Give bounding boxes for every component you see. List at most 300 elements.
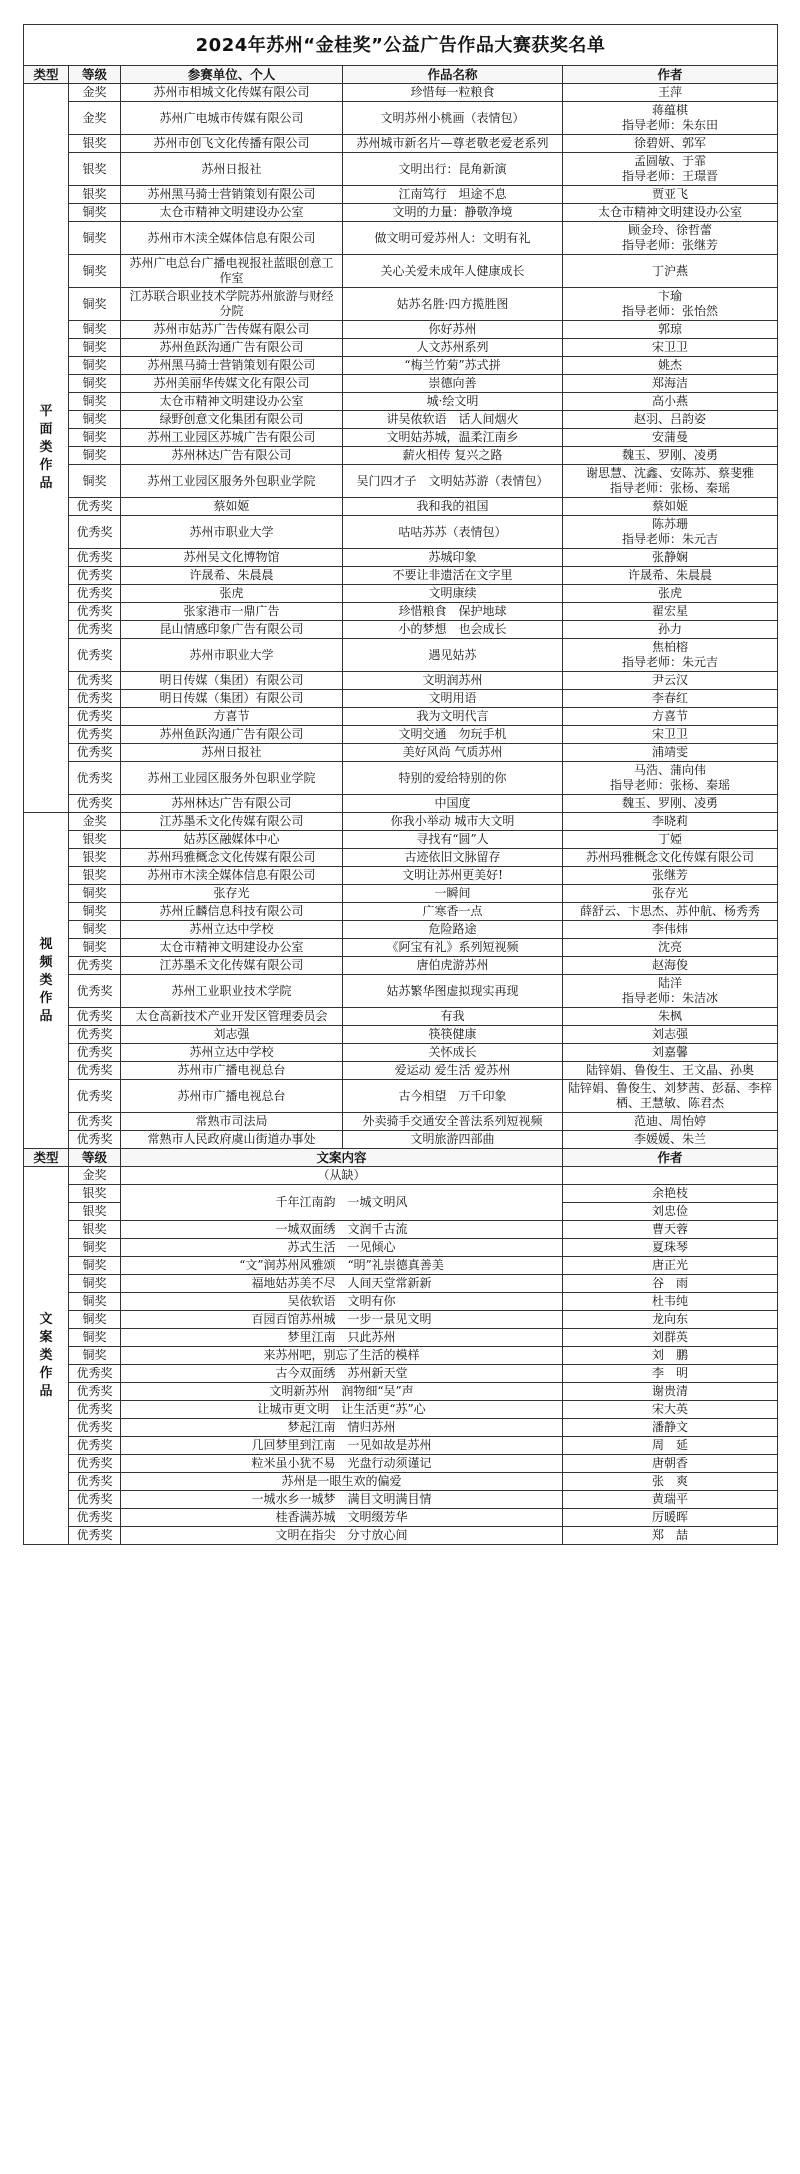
entrant-unit: 苏州工业职业技术学院: [121, 975, 343, 1008]
award-row: [24, 762, 778, 795]
author: 顾金玲、徐哲蕾 指导老师：张继芳: [563, 222, 778, 255]
author: 郭琼: [563, 321, 778, 339]
work-name: 关心关爱未成年人健康成长: [343, 255, 563, 288]
copy-content: 苏式生活 一见倾心: [121, 1239, 563, 1257]
award-row: [24, 885, 778, 903]
award-level: 铜奖: [69, 204, 121, 222]
author: 李春红: [563, 690, 778, 708]
author: 浦靖雯: [563, 744, 778, 762]
entrant-unit: 苏州市木渎全媒体信息有限公司: [121, 867, 343, 885]
award-row: [24, 621, 778, 639]
header-author: 作者: [563, 66, 778, 84]
work-name: 小的梦想 也会成长: [343, 621, 563, 639]
work-name: 我为文明代言: [343, 708, 563, 726]
work-name: 外卖骑手交通安全普法系列短视频: [343, 1113, 563, 1131]
work-name: 古迹依旧文脉留存: [343, 849, 563, 867]
entrant-unit: 苏州广电总台广播电视报社蓝眼创意工作室: [121, 255, 343, 288]
award-level: 优秀奖: [69, 690, 121, 708]
author: 唐正光: [563, 1257, 778, 1275]
award-level: 优秀奖: [69, 1365, 121, 1383]
entrant-unit: 太仓市精神文明建设办公室: [121, 393, 343, 411]
author: 安蒲曼: [563, 429, 778, 447]
award-list-page: [23, 24, 777, 1545]
award-row: [24, 957, 778, 975]
entrant-unit: 苏州市职业大学: [121, 639, 343, 672]
author: 谢思慧、沈鑫、安陈苏、蔡斐雅 指导老师：张杨、秦瑶: [563, 465, 778, 498]
work-name: 筷筷健康: [343, 1026, 563, 1044]
entrant-unit: 苏州黑马骑士营销策划有限公司: [121, 357, 343, 375]
author: 蒋蕴棋 指导老师：朱东田: [563, 102, 778, 135]
entrant-unit: 江苏联合职业技术学院苏州旅游与财经分院: [121, 288, 343, 321]
award-level: 优秀奖: [69, 744, 121, 762]
author: 贾亚飞: [563, 186, 778, 204]
work-name: 不要让非遗活在文字里: [343, 567, 563, 585]
author: 杜韦纯: [563, 1293, 778, 1311]
copy-header-type: 类型: [24, 1149, 69, 1167]
copy-row: [24, 1311, 778, 1329]
author: 姚杰: [563, 357, 778, 375]
header-type: 类型: [24, 66, 69, 84]
award-level: 优秀奖: [69, 795, 121, 813]
award-row: [24, 222, 778, 255]
award-level: 铜奖: [69, 903, 121, 921]
entrant-unit: 苏州美丽华传媒文化有限公司: [121, 375, 343, 393]
work-name: 文明用语: [343, 690, 563, 708]
award-level: 银奖: [69, 849, 121, 867]
award-row: [24, 204, 778, 222]
entrant-unit: 苏州工业园区服务外包职业学院: [121, 465, 343, 498]
award-row: [24, 1044, 778, 1062]
copy-row: [24, 1491, 778, 1509]
work-name: 文明的力量：静敬净境: [343, 204, 563, 222]
award-level: 铜奖: [69, 339, 121, 357]
author: 刘 鹏: [563, 1347, 778, 1365]
award-level: 银奖: [69, 186, 121, 204]
copy-content: 百园百馆苏州城 一步一景见文明: [121, 1311, 563, 1329]
award-row: [24, 498, 778, 516]
award-level: 铜奖: [69, 357, 121, 375]
entrant-unit: 苏州市职业大学: [121, 516, 343, 549]
work-name: 特别的爱给特别的你: [343, 762, 563, 795]
award-level: 优秀奖: [69, 762, 121, 795]
author: 高小燕: [563, 393, 778, 411]
author: 宋大英: [563, 1401, 778, 1419]
author: 夏珠琴: [563, 1239, 778, 1257]
award-level: 优秀奖: [69, 549, 121, 567]
author: 朱枫: [563, 1008, 778, 1026]
author: 太仓市精神文明建设办公室: [563, 204, 778, 222]
award-row: [24, 975, 778, 1008]
work-name: 文明康续: [343, 585, 563, 603]
category-label: 视 频 类 作 品: [24, 813, 69, 1149]
award-level: 铜奖: [69, 288, 121, 321]
entrant-unit: 明日传媒（集团）有限公司: [121, 672, 343, 690]
award-level: 优秀奖: [69, 516, 121, 549]
copy-content: 粒米虽小犹不易 光盘行动须谨记: [121, 1455, 563, 1473]
work-name: 危险路途: [343, 921, 563, 939]
award-row: [24, 411, 778, 429]
author: 陆洋 指导老师：朱洁冰: [563, 975, 778, 1008]
author: [563, 1167, 778, 1185]
award-level: 铜奖: [69, 1347, 121, 1365]
category-label: 文 案 类 作 品: [24, 1167, 69, 1545]
entrant-unit: 苏州工业园区苏城广告有限公司: [121, 429, 343, 447]
award-level: 铜奖: [69, 1329, 121, 1347]
work-name: 遇见姑苏: [343, 639, 563, 672]
copy-row: [24, 1383, 778, 1401]
award-row: [24, 1131, 778, 1149]
author: 尹云汉: [563, 672, 778, 690]
author: 宋卫卫: [563, 339, 778, 357]
work-name: 你我小举动 城市大文明: [343, 813, 563, 831]
entrant-unit: 明日传媒（集团）有限公司: [121, 690, 343, 708]
award-row: [24, 726, 778, 744]
entrant-unit: 蔡如姬: [121, 498, 343, 516]
author: 李伟炜: [563, 921, 778, 939]
award-level: 铜奖: [69, 1275, 121, 1293]
award-row: [24, 357, 778, 375]
copy-row: [24, 1167, 778, 1185]
work-name: 珍惜每一粒粮食: [343, 84, 563, 102]
entrant-unit: 苏州日报社: [121, 153, 343, 186]
award-row: [24, 447, 778, 465]
award-level: 优秀奖: [69, 726, 121, 744]
copy-header-level: 等级: [69, 1149, 121, 1167]
copy-row: [24, 1239, 778, 1257]
award-level: 银奖: [69, 831, 121, 849]
author: 许晟希、朱晨晨: [563, 567, 778, 585]
award-level: 银奖: [69, 1221, 121, 1239]
copy-content: “文”润苏州风雅颂 “明”礼崇德真善美: [121, 1257, 563, 1275]
entrant-unit: 苏州吴文化博物馆: [121, 549, 343, 567]
author: 赵羽、吕韵姿: [563, 411, 778, 429]
work-name: 姑苏名胜·四方揽胜图: [343, 288, 563, 321]
work-name: 做文明可爱苏州人：文明有礼: [343, 222, 563, 255]
author: 焦柏榕 指导老师：朱元吉: [563, 639, 778, 672]
entrant-unit: 苏州玛雅概念文化传媒有限公司: [121, 849, 343, 867]
copy-row: [24, 1527, 778, 1545]
award-row: [24, 585, 778, 603]
award-row: [24, 429, 778, 447]
award-level: 优秀奖: [69, 1008, 121, 1026]
work-name: “梅兰竹菊”苏式拼: [343, 357, 563, 375]
work-name: 关怀成长: [343, 1044, 563, 1062]
work-name: 苏城印象: [343, 549, 563, 567]
copy-header-author: 作者: [563, 1149, 778, 1167]
entrant-unit: 苏州工业园区服务外包职业学院: [121, 762, 343, 795]
award-level: 优秀奖: [69, 639, 121, 672]
copy-row: [24, 1455, 778, 1473]
author: 沈亮: [563, 939, 778, 957]
title-row: [24, 25, 778, 66]
work-name: 文明出行：昆角新演: [343, 153, 563, 186]
copy-row: [24, 1437, 778, 1455]
work-name: 珍惜粮食 保护地球: [343, 603, 563, 621]
award-level: 铜奖: [69, 321, 121, 339]
award-row: [24, 831, 778, 849]
award-row: [24, 1062, 778, 1080]
award-level: 铜奖: [69, 255, 121, 288]
entrant-unit: 张存光: [121, 885, 343, 903]
award-row: [24, 186, 778, 204]
work-name: 苏州城市新名片—尊老敬老爱老系列: [343, 135, 563, 153]
award-level: 银奖: [69, 867, 121, 885]
award-row: [24, 321, 778, 339]
award-level: 优秀奖: [69, 1401, 121, 1419]
author: 陈苏珊 指导老师：朱元吉: [563, 516, 778, 549]
author: 郑海洁: [563, 375, 778, 393]
work-name: 一瞬间: [343, 885, 563, 903]
author: 刘群英: [563, 1329, 778, 1347]
author: 翟宏星: [563, 603, 778, 621]
work-name: 文明姑苏城，温柔江南乡: [343, 429, 563, 447]
entrant-unit: 苏州市姑苏广告传媒有限公司: [121, 321, 343, 339]
award-level: 银奖: [69, 135, 121, 153]
award-level: 铜奖: [69, 921, 121, 939]
entrant-unit: 江苏墨禾文化传媒有限公司: [121, 813, 343, 831]
award-level: 优秀奖: [69, 1419, 121, 1437]
entrant-unit: 苏州黑马骑士营销策划有限公司: [121, 186, 343, 204]
award-level: 优秀奖: [69, 603, 121, 621]
copy-row: [24, 1185, 778, 1203]
award-level: 优秀奖: [69, 1026, 121, 1044]
author: 宋卫卫: [563, 726, 778, 744]
award-row: [24, 255, 778, 288]
award-level: 银奖: [69, 153, 121, 186]
author: 孙力: [563, 621, 778, 639]
award-table-body: [24, 25, 778, 1545]
copy-row: [24, 1221, 778, 1239]
author: 张 爽: [563, 1473, 778, 1491]
entrant-unit: 许晟希、朱晨晨: [121, 567, 343, 585]
copy-content: 文明新苏州 润物细“吴”声: [121, 1383, 563, 1401]
entrant-unit: 张虎: [121, 585, 343, 603]
author: 余艳枝: [563, 1185, 778, 1203]
award-level: 优秀奖: [69, 708, 121, 726]
entrant-unit: 苏州鱼跃沟通广告有限公司: [121, 726, 343, 744]
award-row: [24, 339, 778, 357]
award-row: [24, 549, 778, 567]
award-level: 铜奖: [69, 1239, 121, 1257]
award-row: [24, 153, 778, 186]
entrant-unit: 苏州林达广告有限公司: [121, 795, 343, 813]
copy-content: 文明在指尖 分寸放心间: [121, 1527, 563, 1545]
author: 王萍: [563, 84, 778, 102]
author: 周 延: [563, 1437, 778, 1455]
award-level: 金奖: [69, 102, 121, 135]
award-row: [24, 603, 778, 621]
copy-row: [24, 1347, 778, 1365]
award-level: 铜奖: [69, 393, 121, 411]
work-name: 中国度: [343, 795, 563, 813]
award-level: 铜奖: [69, 465, 121, 498]
entrant-unit: 方喜节: [121, 708, 343, 726]
award-level: 优秀奖: [69, 498, 121, 516]
copy-row: [24, 1329, 778, 1347]
award-level: 金奖: [69, 1167, 121, 1185]
author: 陆锌娟、鲁俊生、王文晶、孙奥: [563, 1062, 778, 1080]
copy-header-content: 文案内容: [121, 1149, 563, 1167]
award-level: 优秀奖: [69, 1080, 121, 1113]
copy-content: 千年江南韵 一城文明风: [121, 1185, 563, 1221]
entrant-unit: 苏州广电城市传媒有限公司: [121, 102, 343, 135]
copy-content: 一城双面绣 文润千古流: [121, 1221, 563, 1239]
award-level: 优秀奖: [69, 672, 121, 690]
copy-content: 梦起江南 情归苏州: [121, 1419, 563, 1437]
work-name: 人文苏州系列: [343, 339, 563, 357]
author: 蔡如姬: [563, 498, 778, 516]
copy-row: [24, 1257, 778, 1275]
work-name: 你好苏州: [343, 321, 563, 339]
award-level: 铜奖: [69, 1257, 121, 1275]
work-name: 讲吴侬软语 话人间烟火: [343, 411, 563, 429]
entrant-unit: 常熟市司法局: [121, 1113, 343, 1131]
award-level: 优秀奖: [69, 1509, 121, 1527]
copy-content: 来苏州吧，别忘了生活的模样: [121, 1347, 563, 1365]
award-level: 优秀奖: [69, 1044, 121, 1062]
award-level: 优秀奖: [69, 567, 121, 585]
award-level: 银奖: [69, 1185, 121, 1203]
author: 曹天蓉: [563, 1221, 778, 1239]
award-level: 银奖: [69, 1203, 121, 1221]
author: 刘志强: [563, 1026, 778, 1044]
copy-content: 吴依软语 文明有你: [121, 1293, 563, 1311]
author: 徐碧妍、郭军: [563, 135, 778, 153]
award-row: [24, 516, 778, 549]
entrant-unit: 苏州丘麟信息科技有限公司: [121, 903, 343, 921]
author: 刘嘉馨: [563, 1044, 778, 1062]
award-row: [24, 708, 778, 726]
author: 卞瑜 指导老师：张怡然: [563, 288, 778, 321]
work-name: 文明交通 勿玩手机: [343, 726, 563, 744]
award-row: [24, 813, 778, 831]
entrant-unit: 刘志强: [121, 1026, 343, 1044]
award-level: 优秀奖: [69, 975, 121, 1008]
author: 黄瑞平: [563, 1491, 778, 1509]
work-name: 爱运动 爱生活 爱苏州: [343, 1062, 563, 1080]
award-level: 铜奖: [69, 1311, 121, 1329]
copy-content: 古今双面绣 苏州新天堂: [121, 1365, 563, 1383]
work-name: 姑苏繁华图虚拟现实再现: [343, 975, 563, 1008]
header-work: 作品名称: [343, 66, 563, 84]
entrant-unit: 昆山情感印象广告有限公司: [121, 621, 343, 639]
copy-content: 让城市更文明 让生活更“苏”心: [121, 1401, 563, 1419]
author: 张存光: [563, 885, 778, 903]
award-row: [24, 465, 778, 498]
entrant-unit: 苏州林达广告有限公司: [121, 447, 343, 465]
work-name: 文明润苏州: [343, 672, 563, 690]
page-title: 2024年苏州“金桂奖”公益广告作品大赛获奖名单: [24, 25, 778, 66]
award-row: [24, 867, 778, 885]
award-level: 铜奖: [69, 447, 121, 465]
work-name: 文明旅游四部曲: [343, 1131, 563, 1149]
entrant-unit: 苏州市创飞文化传播有限公司: [121, 135, 343, 153]
author: 谢贵清: [563, 1383, 778, 1401]
entrant-unit: 太仓高新技术产业开发区管理委员会: [121, 1008, 343, 1026]
award-level: 优秀奖: [69, 1062, 121, 1080]
work-name: 唐伯虎游苏州: [343, 957, 563, 975]
author: 唐朝香: [563, 1455, 778, 1473]
work-name: 寻找有“圆”人: [343, 831, 563, 849]
award-level: 铜奖: [69, 411, 121, 429]
work-name: 文明让苏州更美好!: [343, 867, 563, 885]
award-row: [24, 567, 778, 585]
author: 方喜节: [563, 708, 778, 726]
award-row: [24, 1026, 778, 1044]
award-row: [24, 1113, 778, 1131]
work-name: 《阿宝有礼》系列短视频: [343, 939, 563, 957]
entrant-unit: 苏州鱼跃沟通广告有限公司: [121, 339, 343, 357]
author: 马浩、蒲向伟 指导老师：张杨、秦瑶: [563, 762, 778, 795]
copy-content: 梦里江南 只此苏州: [121, 1329, 563, 1347]
author: 张继芳: [563, 867, 778, 885]
award-level: 优秀奖: [69, 1383, 121, 1401]
author: 刘忠俭: [563, 1203, 778, 1221]
author: 孟圆敏、于霏 指导老师：王璟晋: [563, 153, 778, 186]
header-unit: 参赛单位、个人: [121, 66, 343, 84]
author: 苏州玛雅概念文化传媒有限公司: [563, 849, 778, 867]
award-row: [24, 690, 778, 708]
author: 李媛媛、朱兰: [563, 1131, 778, 1149]
award-row: [24, 639, 778, 672]
award-row: [24, 393, 778, 411]
author: 薛舒云、卞思杰、苏仲航、杨秀秀: [563, 903, 778, 921]
award-row: [24, 939, 778, 957]
header-row: [24, 66, 778, 84]
award-row: [24, 849, 778, 867]
author: 张虎: [563, 585, 778, 603]
copy-header-row: [24, 1149, 778, 1167]
award-level: 铜奖: [69, 885, 121, 903]
entrant-unit: 太仓市精神文明建设办公室: [121, 939, 343, 957]
author: 谷 雨: [563, 1275, 778, 1293]
award-row: [24, 903, 778, 921]
copy-content: 一城水乡一城梦 满目文明满目情: [121, 1491, 563, 1509]
award-level: 优秀奖: [69, 1527, 121, 1545]
copy-row: [24, 1365, 778, 1383]
award-level: 铜奖: [69, 429, 121, 447]
copy-row: [24, 1275, 778, 1293]
author: 魏玉、罗刚、凌勇: [563, 795, 778, 813]
author: 范迪、周怡婷: [563, 1113, 778, 1131]
award-level: 铜奖: [69, 939, 121, 957]
author: 张静娴: [563, 549, 778, 567]
entrant-unit: 姑苏区融媒体中心: [121, 831, 343, 849]
entrant-unit: 常熟市人民政府虞山街道办事处: [121, 1131, 343, 1149]
work-name: 我和我的祖国: [343, 498, 563, 516]
copy-row: [24, 1293, 778, 1311]
copy-row: [24, 1419, 778, 1437]
entrant-unit: 苏州市木渎全媒体信息有限公司: [121, 222, 343, 255]
award-level: 优秀奖: [69, 957, 121, 975]
author: 陆锌娟、鲁俊生、刘梦茜、彭磊、李梓栖、王慧敏、陈君杰: [563, 1080, 778, 1113]
award-level: 优秀奖: [69, 1455, 121, 1473]
author: 龙向东: [563, 1311, 778, 1329]
entrant-unit: 太仓市精神文明建设办公室: [121, 204, 343, 222]
work-name: 古今相望 万千印象: [343, 1080, 563, 1113]
award-table: [23, 24, 778, 1545]
award-row: [24, 288, 778, 321]
category-label: 平 面 类 作 品: [24, 84, 69, 813]
work-name: 江南笃行 坦途不息: [343, 186, 563, 204]
award-level: 金奖: [69, 84, 121, 102]
header-level: 等级: [69, 66, 121, 84]
work-name: 咕咕苏苏（表情包）: [343, 516, 563, 549]
award-level: 铜奖: [69, 375, 121, 393]
work-name: 有我: [343, 1008, 563, 1026]
entrant-unit: 苏州市相城文化传媒有限公司: [121, 84, 343, 102]
award-level: 优秀奖: [69, 1437, 121, 1455]
